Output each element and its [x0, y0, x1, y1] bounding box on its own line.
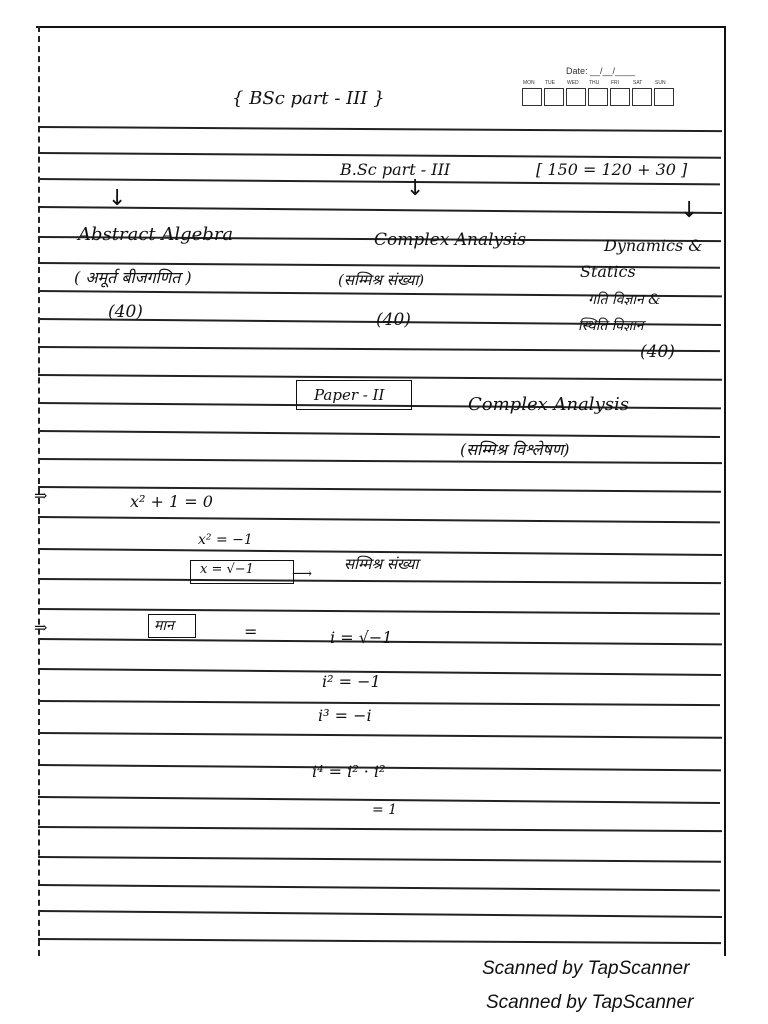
ruled-line: [38, 578, 721, 584]
down-arrow-icon: ↓: [406, 176, 425, 201]
paper-label: Paper - II: [314, 386, 385, 404]
implies-arrow-icon: ⇒: [34, 486, 48, 505]
paper-1-marks: (40): [108, 302, 143, 322]
equation-2: x² = −1: [198, 532, 253, 548]
down-arrow-icon: ↓: [108, 186, 127, 211]
ruled-line: [38, 178, 720, 185]
day-box: [566, 80, 586, 106]
curved-arrow-icon: ⟶: [292, 566, 313, 582]
paper-2-marks: (40): [376, 310, 411, 330]
day-box: [544, 80, 564, 106]
paper-2-hindi: (सम्मिश्र संख्या): [338, 271, 425, 289]
ruled-line: [38, 826, 722, 832]
page-right-border: [724, 26, 726, 956]
paper-subject: Complex Analysis: [468, 394, 629, 415]
ruled-line: [38, 126, 722, 132]
ruled-line: [38, 430, 720, 437]
ruled-line: [38, 516, 720, 523]
ruled-line: [38, 884, 720, 891]
equation-3-note: सम्मिश्र संख्या: [344, 555, 419, 573]
day-label: WED: [567, 80, 579, 86]
syllabus-line: B.Sc part - III: [340, 160, 451, 179]
paper-1-name: Abstract Algebra: [78, 224, 234, 245]
day-label: SUN: [655, 80, 666, 86]
ruled-line: [38, 700, 720, 706]
paper-3-hindi-2: स्थिति विज्ञान: [578, 318, 644, 334]
paper-3-name: Dynamics &: [604, 236, 703, 255]
value-label: मान: [154, 618, 174, 634]
ruled-line: [38, 206, 722, 213]
day-label: THU: [589, 80, 600, 86]
paper-3-name-2: Statics: [580, 262, 636, 281]
marks-total: [ 150 = 120 + 30 ]: [536, 160, 688, 179]
page-title: { BSc part - III }: [232, 88, 385, 109]
day-box: [654, 80, 674, 106]
day-label: TUE: [545, 80, 555, 86]
scanner-watermark-1: Scanned by TapScanner: [482, 958, 690, 979]
day-label: SAT: [633, 80, 643, 86]
page-top-border: [36, 26, 726, 28]
day-label: FRI: [611, 80, 620, 86]
value-equals: =: [244, 622, 258, 641]
i-power-4-result: = 1: [372, 802, 398, 818]
ruled-line: [38, 346, 720, 352]
ruled-line: [38, 910, 722, 917]
day-box: [588, 80, 608, 106]
ruled-line: [38, 732, 722, 738]
day-box: [632, 80, 652, 106]
i-power-3: i³ = −i: [318, 706, 372, 725]
i-power-4: i⁴ = i² · i²: [312, 762, 386, 781]
day-label: MON: [523, 80, 535, 86]
day-box: [610, 80, 630, 106]
ruled-line: [38, 856, 721, 862]
paper-3-hindi: गति विज्ञान &: [588, 292, 661, 308]
day-box: [522, 80, 542, 106]
paper-subject-hindi: (सम्मिश्र विश्लेषण): [460, 440, 570, 459]
equation-1: x² + 1 = 0: [130, 492, 213, 511]
day-boxes: [522, 80, 674, 106]
ruled-line: [38, 152, 721, 158]
date-field: Date: __/__/____: [566, 66, 636, 76]
scanner-watermark-2: Scanned by TapScanner: [486, 992, 694, 1013]
ruled-line: [38, 458, 722, 464]
paper-2-name: Complex Analysis: [374, 230, 527, 250]
paper-3-marks: (40): [640, 342, 675, 362]
ruled-line: [38, 938, 721, 944]
down-arrow-icon: ↓: [680, 198, 699, 223]
paper-1-hindi: ( अमूर्त बीजगणित ): [74, 268, 192, 287]
equation-3: x = √−1: [200, 562, 254, 577]
implies-arrow-icon: ⇒: [34, 618, 48, 637]
i-power-2: i² = −1: [322, 672, 381, 691]
i-power-1: i = √−1: [330, 628, 393, 647]
ruled-line: [38, 608, 720, 614]
